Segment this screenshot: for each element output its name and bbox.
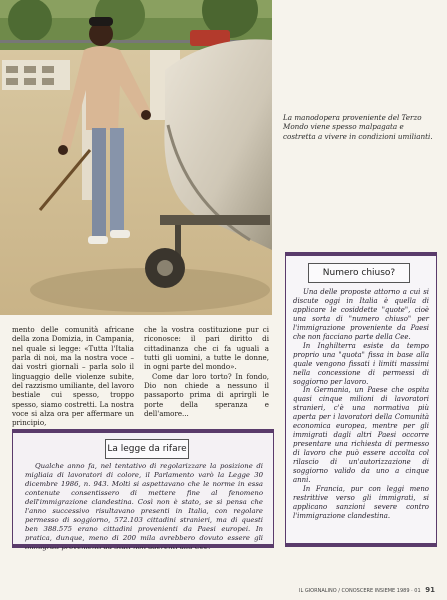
box-legge-da-rifare	[12, 429, 274, 548]
box-top-rule	[286, 253, 436, 256]
article-paragraph: che la vostra costituzione pur ci riconosce: il pari diritto di cittadinanza che ci fa uguali a tutti gli uomini, a tutte le donne, in ogni parte del mondo».	[144, 325, 269, 372]
article-paragraph: mento delle comunità africane della zona Domizia, in Campania, nel quale si legge: «Tutta l'Italia parla di noi, ma la nostra voce – dai vostri giornali – parla solo il linguaggio delle violenze subite, del razzismo umiliante, del lavoro bestiale cui spesso, troppo spesso, siamo costretti. La nostra voce si alza ora per affermare un principio,	[12, 325, 134, 428]
sidebar-paragraph: In Germania, un Paese che ospita quasi cinque milioni di lavoratori stranieri, c'è una normativa più aperta per i lavoratori della Comunità economica europea, mentre per gli immigrati dagli altri Paesi occorre presentare una richiesta di permesso di lavoro che può essere accolta col rilascio di un'autorizzazione di soggiorno valido da uno a cinque anni.	[293, 386, 429, 485]
worker-photo	[0, 0, 272, 315]
sidebar-paragraph: Una delle proposte attorno a cui si discute oggi in Italia è quella di applicare le cosiddette "quote", cioè una sorta di "numero chiuso" per l'immigrazione proveniente da Paesi che non facciano parte della Cee.	[293, 288, 429, 341]
publication-name: IL GIORNALINO / CONOSCERE INSIEME 1989 · 01	[298, 588, 421, 594]
sidebar-paragraph: In Inghilterra esiste da tempo proprio una "quota" fissa in base alla quale vengono fissati i limiti massimi nella concessione di permessi di soggiorno per lavoro.	[293, 341, 429, 386]
article-paragraph: Come dar loro torto? In fondo, Dio non chiede a nessuno il passaporto prima di aprirgli le porte della speranza e dell'amore...	[144, 371, 269, 419]
box-bottom-rule	[13, 544, 273, 547]
box-top-rule	[13, 430, 273, 433]
sidebar-text	[293, 288, 429, 521]
box-text	[25, 462, 263, 552]
page-number: 91	[425, 586, 435, 594]
page-footer	[299, 586, 435, 594]
sidebar-title: Numero chiuso?	[308, 263, 410, 283]
sidebar-box-numero-chiuso	[285, 252, 437, 547]
article-column-middle	[144, 325, 269, 418]
sidebar-paragraph: In Francia, pur con leggi meno restrittive verso gli immigrati, si applicano sanzioni severe contro l'immigrazione clandestina.	[293, 484, 429, 520]
article-column-left	[12, 325, 134, 428]
box-paragraph: Qualche anno fa, nel tentativo di regolarizzare la posizione di migliaia di lavoratori di colore, il Parlamento varò la Legge 30 dicembre 1986, n. 943. Molti si aspettavano che le norme in essa contenute consentissero di mettere fine al fenomeno dell'immigrazione clandestina. Così non è stato, se si pensa che l'anno successivo risultavano presenti in Italia, con regolare permesso di soggiorno, 572.103 cittadini stranieri, ma di questi ben 388.575 erano cittadini provenienti da Paesi europei. In pratica, dunque, meno di 200 mila avrebbero dovuto essere gli	[25, 462, 263, 542]
box-bottom-rule	[286, 543, 436, 546]
worker-with-cement-mixer-photo	[0, 0, 272, 315]
photo-caption: La manodopera proveniente del Terzo Mondo viene spesso malpagata e costretta a vivere in condizioni umilianti.	[283, 113, 433, 141]
box-title: La legge da rifare	[105, 439, 189, 459]
